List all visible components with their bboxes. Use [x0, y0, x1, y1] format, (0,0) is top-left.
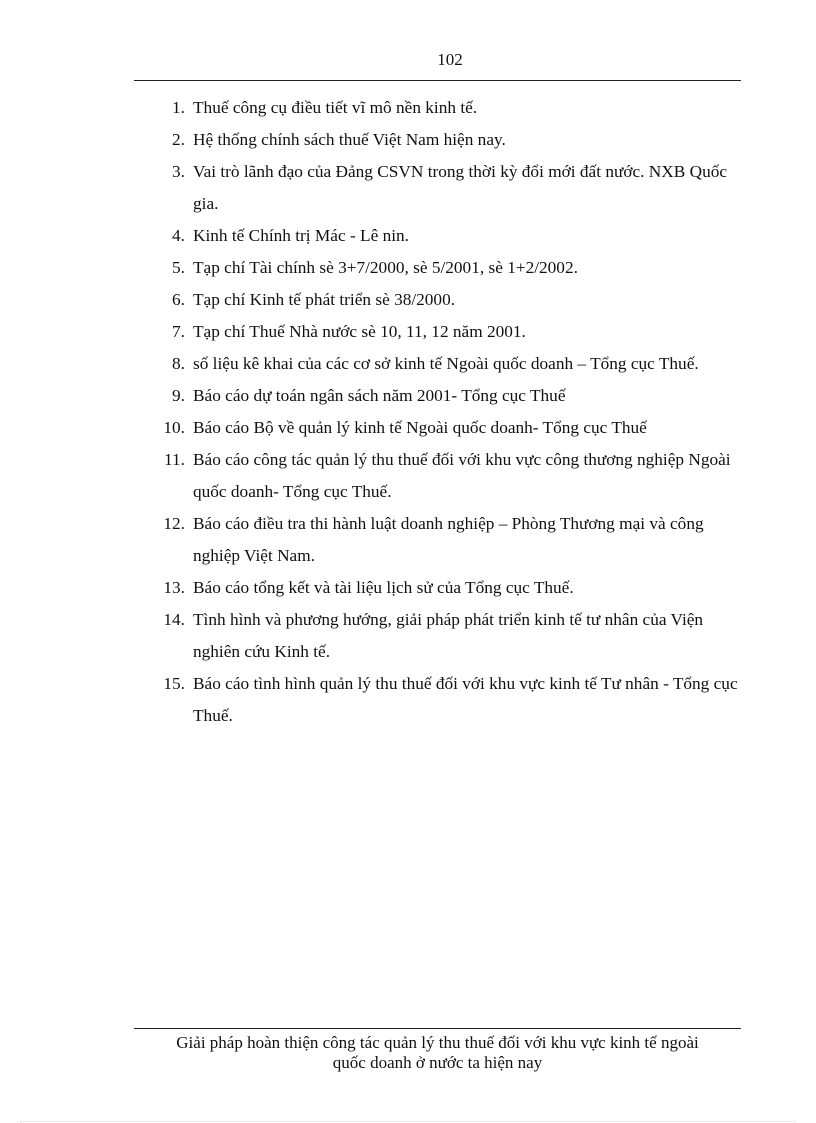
list-item-number: 15. [163, 674, 185, 693]
list-item [134, 444, 741, 508]
list-item [134, 604, 741, 668]
list-item-text: Báo cáo Bộ về quản lý kinh tế Ngoài quốc doanh- Tổng cục Thuế [193, 418, 647, 437]
list-item [134, 252, 741, 284]
list-item-text: Báo cáo điều tra thi hành luật doanh nghiệp – Phòng Thương mại và công nghiệp Việt Nam. [193, 514, 704, 565]
footer-line-2: quốc doanh ở nước ta hiện nay [332, 1053, 543, 1072]
list-item-number: 11. [164, 450, 185, 469]
list-item [134, 348, 741, 380]
list-item-text: Tạp chí Tài chính sè 3+7/2000, sè 5/2001, sè 1+2/2002. [193, 258, 578, 277]
page-edge-dotted-line [20, 1121, 796, 1122]
header-divider [134, 80, 741, 81]
list-item-number: 9. [172, 386, 185, 405]
list-item-number: 7. [172, 322, 185, 341]
list-item-number: 4. [172, 226, 185, 245]
list-item-number: 5. [172, 258, 185, 277]
list-item-number: 8. [172, 354, 185, 373]
list-item-text: Vai trò lãnh đạo của Đảng CSVN trong thời kỳ đổi mới đất nước. NXB Quốc gia. [193, 162, 728, 213]
list-item-number: 12. [163, 514, 185, 533]
list-item-text: Kinh tế Chính trị Mác - Lê nin. [193, 226, 409, 245]
running-footer [134, 1033, 741, 1073]
list-item-number: 3. [172, 162, 185, 181]
list-item [134, 572, 741, 604]
list-item-number: 2. [172, 130, 185, 149]
reference-list [134, 92, 741, 732]
list-item [134, 412, 741, 444]
list-item-number: 6. [172, 290, 185, 309]
list-item-number: 13. [163, 578, 185, 597]
list-item [134, 284, 741, 316]
list-item [134, 156, 741, 220]
footer-line-1: Giải pháp hoàn thiện công tác quản lý thu thuế đối với khu vực kinh tế ngoài [176, 1033, 699, 1052]
list-item-text: Thuế công cụ điều tiết vĩ mô nền kinh tế. [193, 98, 478, 117]
list-item-number: 10. [163, 418, 185, 437]
list-item-text: Hệ thống chính sách thuế Việt Nam hiện nay. [193, 130, 506, 149]
list-item-number: 14. [163, 610, 185, 629]
list-item-text: Báo cáo tình hình quản lý thu thuế đối với khu vực kinh tế Tư nhân - Tổng cục Thuế. [193, 674, 738, 725]
list-item [134, 124, 741, 156]
list-item [134, 220, 741, 252]
list-item-number: 1. [172, 98, 185, 117]
list-item-text: Báo cáo tổng kết và tài liệu lịch sử của Tổng cục Thuế. [193, 578, 574, 597]
list-item-text: Tạp chí Thuế Nhà nước sè 10, 11, 12 năm 2001. [193, 322, 526, 341]
list-item [134, 316, 741, 348]
list-item-text: số liệu kê khai của các cơ sở kinh tế Ngoài quốc doanh – Tổng cục Thuế. [193, 354, 699, 373]
list-item [134, 380, 741, 412]
list-item [134, 92, 741, 124]
list-item-text: Tình hình và phương hướng, giải pháp phát triển kinh tế tư nhân của Viện nghiên cứu Kinh tế. [193, 610, 704, 661]
list-item-text: Tạp chí Kinh tế phát triển sè 38/2000. [193, 290, 456, 309]
list-item [134, 668, 741, 732]
footer-divider [134, 1028, 741, 1029]
list-item-text: Báo cáo dự toán ngân sách năm 2001- Tổng cục Thuế [193, 386, 566, 405]
list-item [134, 508, 741, 572]
list-item-text: Báo cáo công tác quản lý thu thuế đối với khu vực công thương nghiệp Ngoài quốc doanh- Tổng cục Thuế. [193, 450, 731, 501]
page-number: 102 [437, 50, 463, 69]
